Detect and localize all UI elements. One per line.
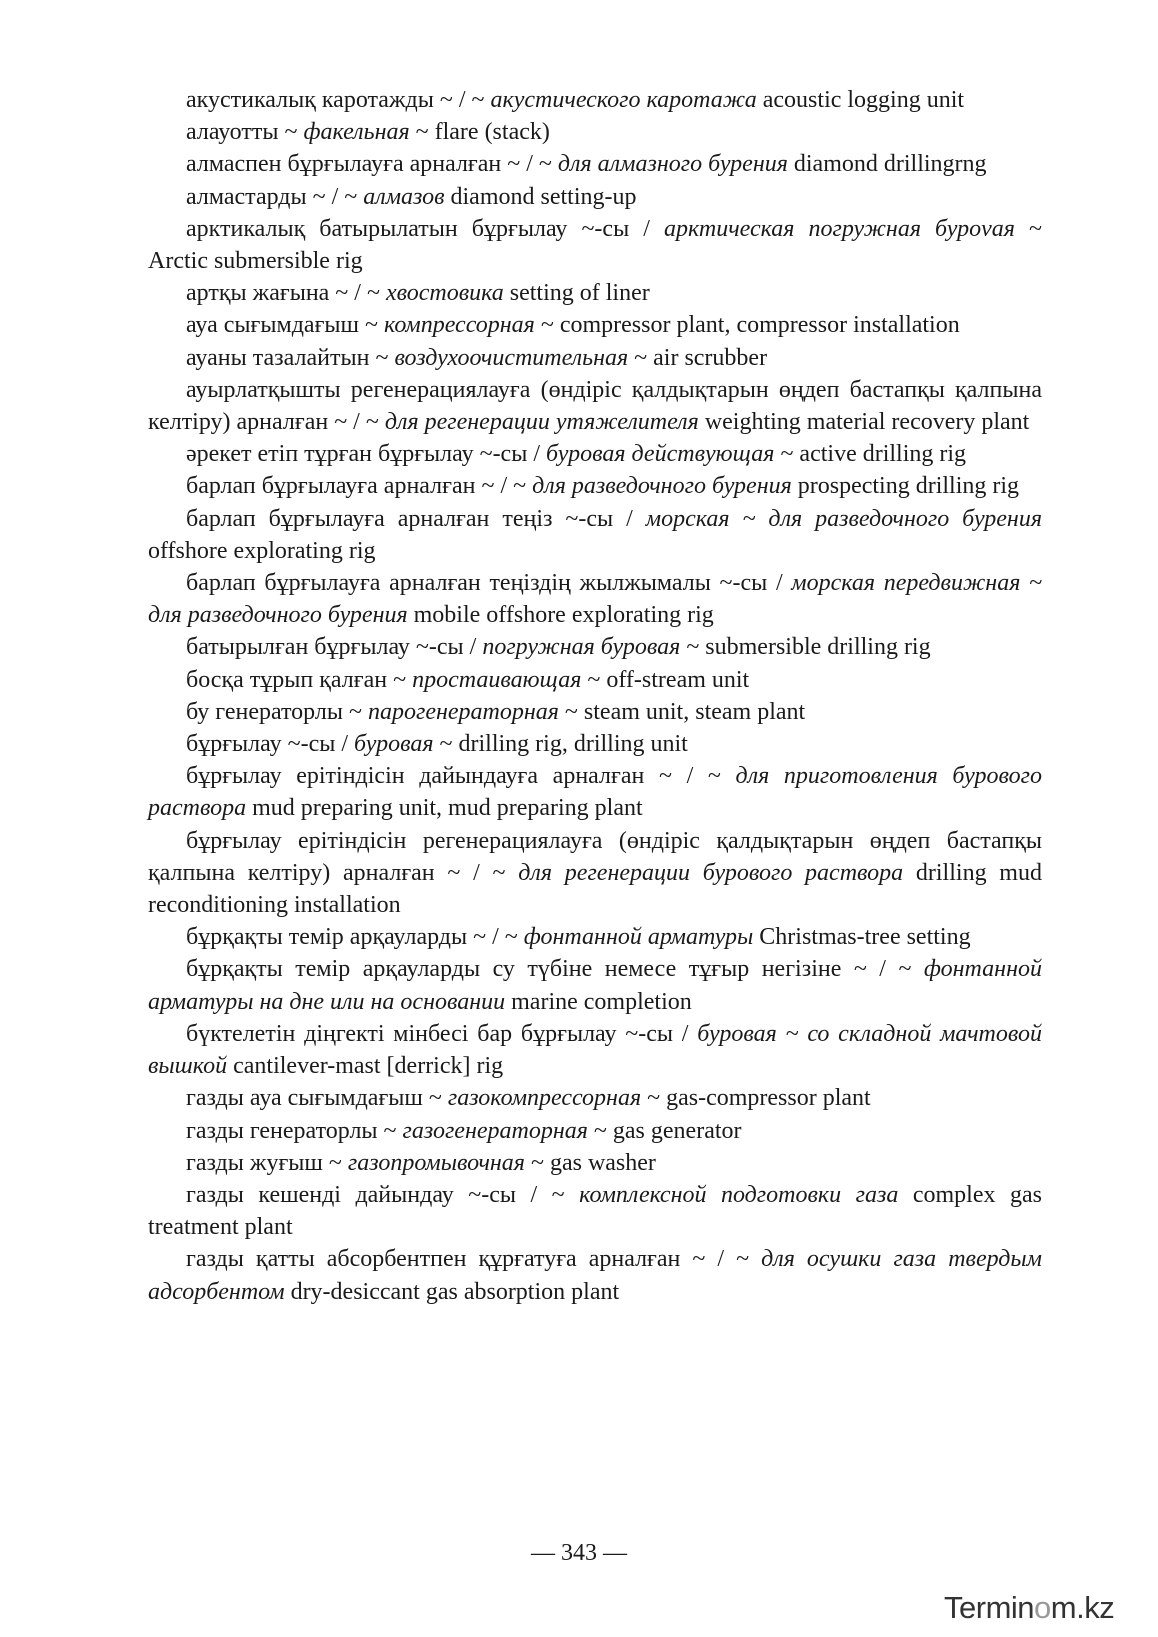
entry-text: бұрқақты темір арқауларды су түбіне немесе тұғыр негізіне ~ / ~ [186, 956, 924, 983]
termincom-logo [944, 1590, 1114, 1626]
entry-russian-term: воздухоочистительная [394, 344, 629, 371]
dictionary-entry [148, 1147, 1042, 1179]
entry-text: батырылған бұрғылау ~-сы / [186, 634, 483, 661]
entry-russian-term: парогенераторная [367, 698, 559, 725]
entry-russian-term: компрессорная [384, 312, 535, 339]
watermark-suffix: m.kz [1050, 1590, 1115, 1625]
dictionary-entry [148, 213, 1042, 277]
dictionary-entry [148, 1243, 1042, 1307]
entry-text: ауырлатқышты регенерациялауға (өндіріс қалдықтарын өңдеп бастапқы қалпына келтіру) арналған ~ / ~ [148, 376, 1042, 436]
dictionary-entry [148, 470, 1042, 502]
entry-text: барлап бұрғылауға арналған теңіздің жылжымалы ~-сы / [186, 570, 792, 597]
entry-text: ~ Arctic submersible rig [148, 215, 1042, 275]
entry-russian-term: газопромывочная [347, 1149, 525, 1176]
entry-text: ~ air scrubber [628, 344, 768, 371]
entry-russian-term: для приготовления бурового раствора [148, 763, 1042, 822]
dictionary-entry [148, 438, 1042, 470]
entry-russian-term: акустического каротажа [490, 87, 757, 113]
entry-russian-term: газогенераторная [402, 1117, 588, 1144]
entry-text: алауотты ~ [186, 119, 304, 146]
entry-text: бұрғылау ерітіндісін регенерациялауға (өндіріс қалдықтарын өңдеп бастапқы қалпына келтіру) арналған ~ / ~ [148, 827, 1042, 886]
entry-text: mud preparing unit, mud preparing plant [246, 795, 643, 822]
entry-text: cantilever-mast [derrick] rig [227, 1053, 504, 1080]
entry-text: ~ active drilling rig [774, 441, 967, 468]
entry-text: ~ steam unit, steam plant [558, 698, 806, 725]
dictionary-entry [148, 696, 1042, 728]
entry-russian-term: буровая [354, 731, 434, 758]
entry-russian-term: арктическая погружная буроvая [663, 215, 1015, 242]
dictionary-entry [148, 309, 1042, 341]
entry-russian-term: простаивающая [412, 666, 582, 693]
dictionary-entry [148, 1179, 1042, 1243]
entry-text: арктикалық батырылатын бұрғылау ~-сы / [186, 215, 664, 242]
entry-text: акустикалық каротажды ~ / ~ [186, 87, 491, 113]
entry-text: бу генераторлы ~ [186, 698, 368, 725]
page-number: — 343 — [531, 1540, 627, 1566]
entry-text: барлап бұрғылауға арналған ~ / ~ [186, 473, 533, 500]
entry-text: бұрғылау ~-сы / [186, 731, 355, 758]
entry-text: drilling mud reconditioning installation [148, 859, 1042, 919]
entry-text: газды қатты абсорбентпен құрғатуға арналған ~ / ~ [186, 1246, 762, 1273]
entry-text: газды жуғыш ~ [186, 1149, 348, 1176]
dictionary-entry [148, 825, 1042, 922]
entry-text: газды ауа сығымдағыш ~ [186, 1085, 448, 1112]
dictionary-entry [148, 503, 1042, 567]
entry-text: setting of liner [503, 280, 650, 307]
dictionary-entry [148, 953, 1042, 1017]
dictionary-entry [148, 921, 1042, 953]
entry-text: complex gas treatment plant [148, 1181, 1042, 1241]
entry-text: mobile offshore explorating rig [407, 602, 714, 629]
entry-text: ауаны тазалайтын ~ [186, 344, 395, 371]
dictionary-entry [148, 664, 1042, 696]
entry-text: dry-desiccant gas absorption plant [284, 1278, 620, 1305]
entry-text: acoustic logging unit [756, 87, 965, 113]
entry-text: ауа сығымдағыш ~ [186, 312, 384, 339]
entry-text: бұрқақты темір арқауларды ~ / ~ [186, 924, 524, 951]
entry-text: marine completion [505, 988, 692, 1015]
dictionary-entries [148, 84, 1042, 1308]
entry-text: ~ drilling rig, drilling unit [433, 731, 688, 758]
entry-russian-term: для регенерации утяжелителя [384, 409, 699, 436]
entry-text: ~ gas generator [587, 1117, 742, 1144]
dictionary-entry [148, 728, 1042, 760]
entry-text: prospecting drilling rig [791, 473, 1020, 500]
dictionary-entry [148, 374, 1042, 438]
entry-text: алмаспен бұрғылауға арналған ~ / ~ [186, 151, 558, 178]
entry-text: бүктелетін діңгекті мінбесі бар бұрғылау ~-сы / [186, 1020, 698, 1047]
dictionary-entry [148, 84, 1042, 116]
dictionary-entry [148, 181, 1042, 213]
entry-russian-term: для разведочного бурения [532, 473, 792, 500]
dictionary-entry [148, 116, 1042, 148]
dictionary-entry [148, 1018, 1042, 1082]
entry-russian-term: буровая ~ со складной мачтовой вышкой [148, 1020, 1042, 1080]
magnifier-icon: o [1034, 1590, 1051, 1625]
entry-text: газды генераторлы ~ [186, 1117, 403, 1144]
entry-text: барлап бұрғылауға арналған теңіз ~-сы / [186, 505, 646, 532]
dictionary-entry [148, 567, 1042, 631]
entry-text: Christmas-tree setting [753, 924, 971, 951]
entry-text: ~ off-stream unit [581, 666, 750, 693]
entry-text: босқа тұрып қалған ~ [186, 666, 413, 693]
watermark-prefix: Termin [944, 1590, 1035, 1625]
entry-russian-term: комплексной подготовки газа [579, 1181, 899, 1208]
entry-russian-term: буровая действующая [546, 441, 775, 468]
entry-text: ~ gas-compressor plant [641, 1085, 871, 1112]
dictionary-entry [148, 1082, 1042, 1114]
entry-text: алмастарды ~ / ~ [186, 183, 364, 210]
entry-text: бұрғылау ерітіндісін дайындауға арналған ~ / ~ [186, 763, 736, 790]
dictionary-entry [148, 631, 1042, 663]
entry-text: offshore explorating rig [148, 537, 376, 564]
entry-text: ~ gas washer [524, 1149, 656, 1176]
entry-russian-term: алмазов [363, 183, 445, 210]
entry-text: ~ submersible drilling rig [680, 634, 931, 661]
dictionary-entry [148, 277, 1042, 309]
entry-text: ~ compressor plant, compressor installation [534, 312, 960, 339]
dictionary-entry [148, 1115, 1042, 1147]
dictionary-entry [148, 760, 1042, 824]
entry-russian-term: фонтанной арматуры на дне или на основании [148, 956, 1042, 1015]
entry-russian-term: морская ~ для разведочного бурения [645, 505, 1042, 532]
entry-russian-term: погружная буровая [482, 634, 681, 661]
entry-russian-term: хвостовика [385, 280, 504, 307]
entry-text: артқы жағына ~ / ~ [186, 280, 386, 307]
entry-russian-term: для алмазного бурения [557, 151, 788, 178]
entry-text: ~ flare (stack) [409, 119, 550, 146]
dictionary-entry [148, 148, 1042, 180]
entry-text: weighting material recovery plant [698, 409, 1030, 436]
entry-text: diamond setting-up [444, 183, 637, 210]
entry-russian-term: для осушки газа твердым адсорбентом [148, 1246, 1042, 1305]
entry-text: diamond drillingrng [787, 151, 987, 178]
entry-russian-term: фонтанной арматуры [523, 924, 754, 951]
entry-text: әрекет етіп тұрған бұрғылау ~-сы / [186, 441, 546, 468]
entry-text: газды кешенді дайындау ~-сы / ~ [186, 1181, 580, 1208]
entry-russian-term: газокомпрессорная [447, 1085, 642, 1112]
entry-russian-term: для регенерации бурового раствора [518, 859, 904, 886]
entry-russian-term: морская передвижная ~ для разведочного бурения [148, 570, 1043, 629]
entry-russian-term: факельная [303, 119, 410, 146]
dictionary-entry [148, 342, 1042, 374]
